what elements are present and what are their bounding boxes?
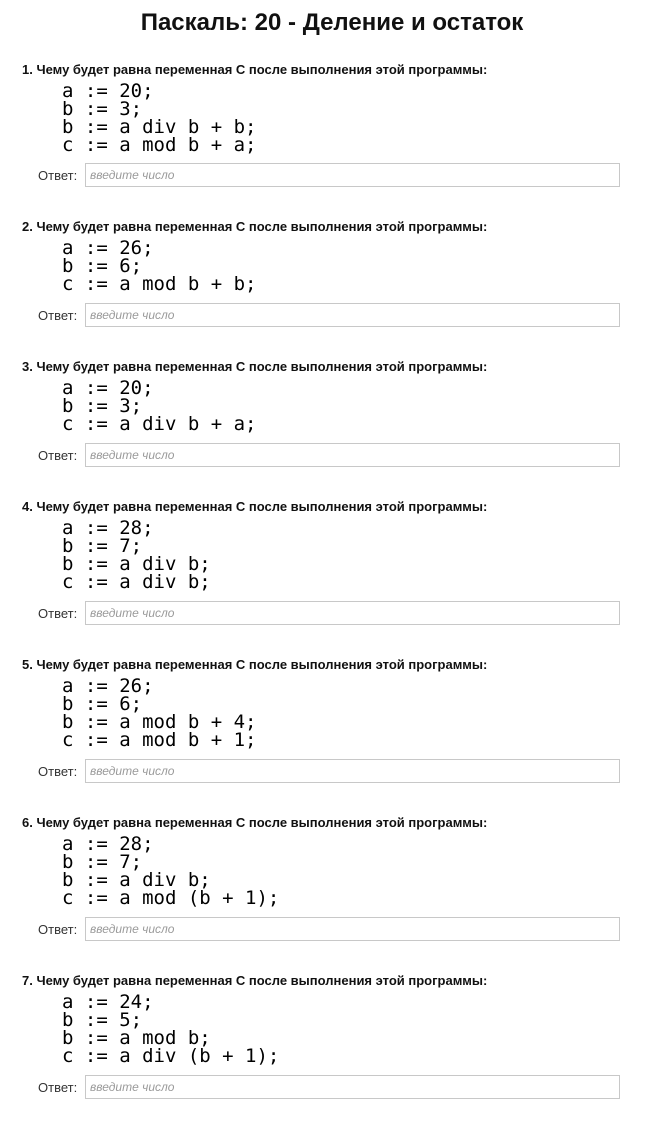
code-line: a := 26; bbox=[62, 237, 154, 259]
code-line: c := a div (b + 1); bbox=[62, 1045, 280, 1067]
code-line: b := a div b + b; bbox=[62, 116, 257, 138]
task-4 bbox=[0, 499, 664, 649]
code-line: a := 28; bbox=[62, 517, 154, 539]
code-line: a := 28; bbox=[62, 833, 154, 855]
task-5 bbox=[0, 657, 664, 807]
code-line: b := 3; bbox=[62, 395, 143, 417]
answer-label: Ответ: bbox=[38, 606, 78, 621]
code-line: b := 3; bbox=[62, 98, 143, 120]
code-line: b := a mod b + 4; bbox=[62, 711, 257, 733]
answer-label: Ответ: bbox=[38, 448, 78, 463]
code-block bbox=[62, 835, 279, 907]
code-block bbox=[62, 239, 256, 293]
code-line: a := 20; bbox=[62, 377, 154, 399]
code-block bbox=[62, 82, 256, 154]
task-question: 2. Чему будет равна переменная С после выполнения этой программы: bbox=[22, 219, 488, 234]
code-block bbox=[62, 993, 279, 1065]
answer-label: Ответ: bbox=[38, 308, 78, 323]
code-block bbox=[62, 379, 256, 433]
code-line: b := 7; bbox=[62, 535, 143, 557]
code-line: a := 26; bbox=[62, 675, 154, 697]
answer-input[interactable] bbox=[85, 759, 620, 783]
task-2 bbox=[0, 219, 664, 369]
answer-label: Ответ: bbox=[38, 168, 78, 183]
answer-input[interactable] bbox=[85, 443, 620, 467]
answer-label: Ответ: bbox=[38, 1080, 78, 1095]
answer-label: Ответ: bbox=[38, 922, 78, 937]
task-7 bbox=[0, 973, 664, 1123]
code-line: b := 5; bbox=[62, 1009, 143, 1031]
code-line: b := 7; bbox=[62, 851, 143, 873]
code-line: b := 6; bbox=[62, 693, 143, 715]
task-question: 7. Чему будет равна переменная С после выполнения этой программы: bbox=[22, 973, 488, 988]
code-line: a := 24; bbox=[62, 991, 154, 1013]
task-question: 6. Чему будет равна переменная С после выполнения этой программы: bbox=[22, 815, 488, 830]
answer-input[interactable] bbox=[85, 601, 620, 625]
code-line: b := a mod b; bbox=[62, 1027, 211, 1049]
answer-input[interactable] bbox=[85, 163, 620, 187]
task-question: 3. Чему будет равна переменная С после выполнения этой программы: bbox=[22, 359, 488, 374]
answer-input[interactable] bbox=[85, 303, 620, 327]
code-line: c := a div b; bbox=[62, 571, 211, 593]
page-title: Паскаль: 20 - Деление и остаток bbox=[140, 9, 524, 36]
code-block bbox=[62, 519, 211, 591]
code-line: b := 6; bbox=[62, 255, 143, 277]
code-line: c := a mod (b + 1); bbox=[62, 887, 280, 909]
code-line: a := 20; bbox=[62, 80, 154, 102]
task-question: 5. Чему будет равна переменная С после выполнения этой программы: bbox=[22, 657, 488, 672]
answer-label: Ответ: bbox=[38, 764, 78, 779]
task-question: 4. Чему будет равна переменная С после выполнения этой программы: bbox=[22, 499, 488, 514]
code-line: c := a mod b + 1; bbox=[62, 729, 257, 751]
code-block bbox=[62, 677, 256, 749]
code-line: c := a div b + a; bbox=[62, 413, 257, 435]
code-line: c := a mod b + a; bbox=[62, 134, 257, 156]
task-6 bbox=[0, 815, 664, 965]
code-line: b := a div b; bbox=[62, 869, 211, 891]
code-line: c := a mod b + b; bbox=[62, 273, 257, 295]
answer-input[interactable] bbox=[85, 1075, 620, 1099]
task-1 bbox=[0, 62, 664, 212]
task-3 bbox=[0, 359, 664, 509]
task-question: 1. Чему будет равна переменная С после выполнения этой программы: bbox=[22, 62, 488, 77]
code-line: b := a div b; bbox=[62, 553, 211, 575]
answer-input[interactable] bbox=[85, 917, 620, 941]
